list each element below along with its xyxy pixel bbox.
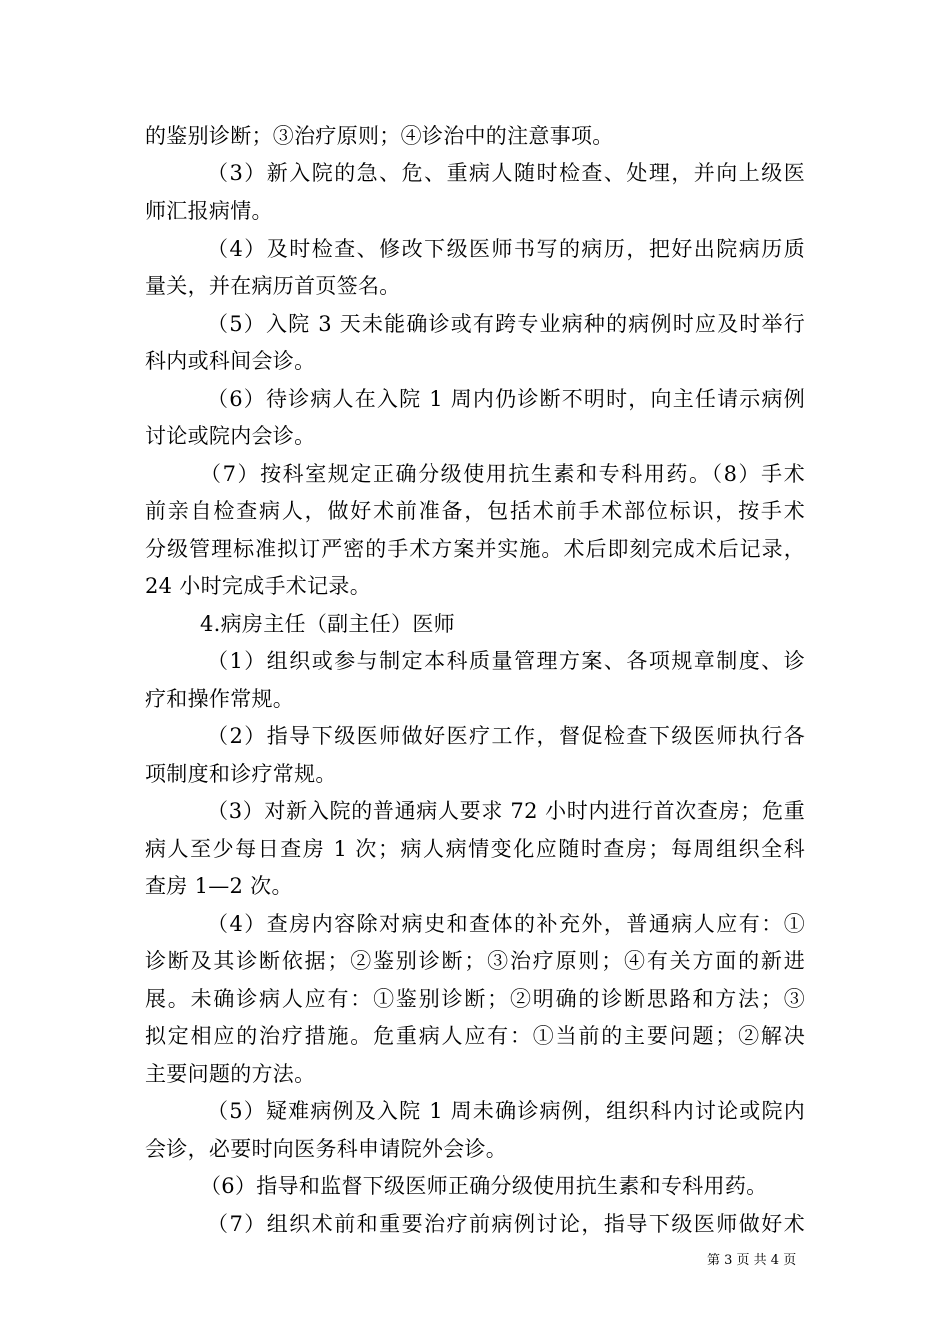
text-line: （2）指导下级医师做好医疗工作，督促检查下级医师执行各 xyxy=(207,724,805,748)
text-line: 24 小时完成手术记录。 xyxy=(145,574,371,598)
section-heading: 4.病房主任（副主任）医师 xyxy=(200,612,455,636)
text-line: （6）待诊病人在入院 1 周内仍诊断不明时，向主任请示病例 xyxy=(207,387,805,411)
text-line: 诊断及其诊断依据；②鉴别诊断；③治疗原则；④有关方面的新进 xyxy=(145,949,805,973)
text-line: （7）组织术前和重要治疗前病例讨论，指导下级医师做好术 xyxy=(207,1212,805,1236)
text-line: 量关，并在病历首页签名。 xyxy=(145,274,401,298)
text-line: 师汇报病情。 xyxy=(145,199,273,223)
text-line: 拟定相应的治疗措施。危重病人应有：①当前的主要问题；②解决 xyxy=(145,1024,805,1048)
text-line: 的鉴别诊断；③治疗原则；④诊治中的注意事项。 xyxy=(145,124,614,148)
text-line: （5）入院 3 天未能确诊或有跨专业病种的病例时应及时举行 xyxy=(207,312,805,336)
text-line: 讨论或院内会诊。 xyxy=(145,424,316,448)
text-line: （3）对新入院的普通病人要求 72 小时内进行首次查房；危重 xyxy=(207,799,805,823)
text-line: 病人至少每日查房 1 次；病人病情变化应随时查房；每周组织全科 xyxy=(145,837,805,861)
text-line: （1）组织或参与制定本科质量管理方案、各项规章制度、诊 xyxy=(207,649,805,673)
text-line: （4）及时检查、修改下级医师书写的病历，把好出院病历质 xyxy=(207,237,805,261)
text-line: 项制度和诊疗常规。 xyxy=(145,762,337,786)
text-line: （5）疑难病例及入院 1 周未确诊病例，组织科内讨论或院内 xyxy=(207,1099,805,1123)
text-line: 前亲自检查病人，做好术前准备，包括术前手术部位标识，按手术 xyxy=(145,499,805,523)
text-line: （6）指导和监督下级医师正确分级使用抗生素和专科用药。 xyxy=(200,1174,768,1198)
text-line: 查房 1—2 次。 xyxy=(145,874,293,898)
page-number-footer: 第 3 页 共 4 页 xyxy=(707,1253,797,1268)
text-line: （7）按科室规定正确分级使用抗生素和专科用药。（8）手术 xyxy=(200,462,805,486)
text-line: 分级管理标准拟订严密的手术方案并实施。术后即刻完成术后记录， xyxy=(145,537,805,561)
text-line: 主要问题的方法。 xyxy=(145,1062,316,1086)
text-line: 疗和操作常规。 xyxy=(145,687,295,711)
text-line: 科内或科间会诊。 xyxy=(145,349,316,373)
text-line: 展。未确诊病人应有：①鉴别诊断；②明确的诊断思路和方法；③ xyxy=(145,987,805,1011)
text-line: （4）查房内容除对病史和查体的补充外，普通病人应有：① xyxy=(207,912,805,936)
text-line: （3）新入院的急、危、重病人随时检查、处理，并向上级医 xyxy=(207,161,805,185)
text-line: 会诊，必要时向医务科申请院外会诊。 xyxy=(145,1137,508,1161)
